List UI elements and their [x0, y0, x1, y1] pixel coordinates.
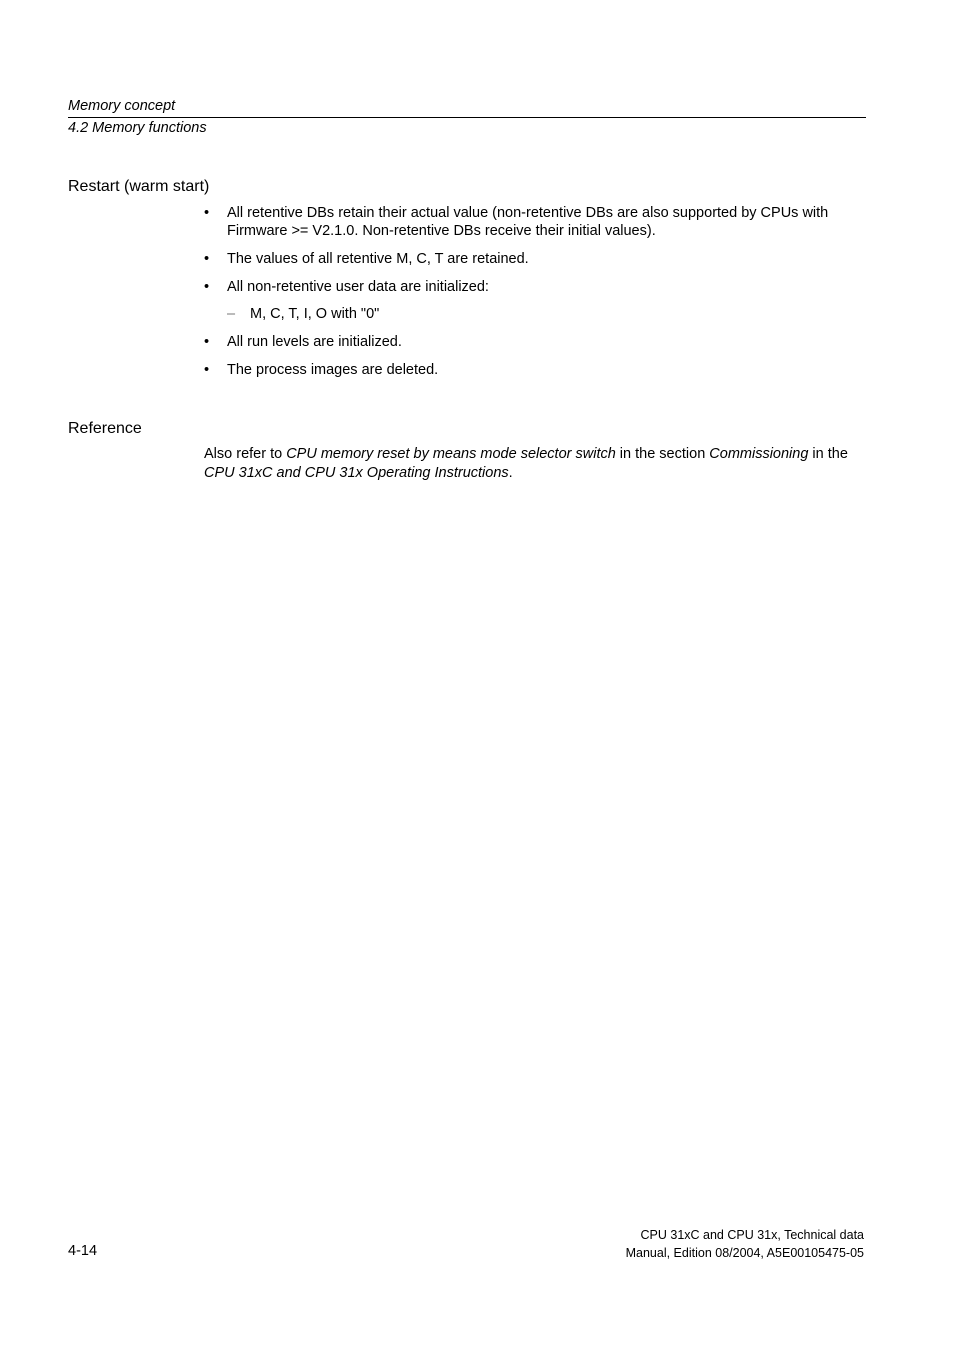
list-item: [204, 361, 866, 379]
reference-text: .: [508, 465, 513, 481]
page-number: 4-14: [68, 1243, 98, 1259]
list-item: [204, 278, 866, 296]
list-item: [204, 333, 866, 351]
reference-text: in the: [808, 446, 848, 462]
reference-link-text: CPU memory reset by means mode selector switch: [286, 446, 616, 462]
reference-section-name: Commissioning: [709, 446, 809, 462]
reference-paragraph: [204, 445, 866, 483]
reference-heading: Reference: [68, 420, 142, 437]
list-item-text: All retentive DBs retain their actual value (non-retentive DBs are also supported by CPUs with Firmware >= V2.1.0. Non-retentive DBs receive their initial values).: [227, 205, 829, 239]
sub-list-item: [227, 305, 866, 323]
bullet-icon: •: [204, 279, 210, 295]
running-header: [68, 95, 866, 136]
reference-text: Also refer to: [204, 446, 287, 462]
list-item-text: The values of all retentive M, C, T are retained.: [227, 251, 529, 267]
bullet-icon: •: [204, 251, 210, 267]
restart-heading: Restart (warm start): [68, 178, 210, 195]
list-item-text: All non-retentive user data are initialized:: [227, 279, 489, 295]
list-item-text: All run levels are initialized.: [227, 334, 402, 350]
footer-manual-edition: Manual, Edition 08/2004, A5E00105475-05: [625, 1246, 864, 1260]
header-chapter: Memory concept: [68, 98, 176, 114]
list-item: [204, 250, 866, 268]
reference-manual-name: CPU 31xC and CPU 31x Operating Instructions: [204, 465, 509, 481]
footer-manual-title: CPU 31xC and CPU 31x, Technical data: [640, 1228, 864, 1242]
bullet-icon: •: [204, 362, 210, 378]
list-item: [204, 204, 866, 240]
bullet-icon: •: [204, 334, 210, 350]
reference-text: in the section: [615, 446, 710, 462]
header-section: 4.2 Memory functions: [68, 120, 207, 136]
sub-list-item-text: M, C, T, I, O with "0": [250, 306, 380, 322]
footer-manual-info: [626, 1226, 864, 1262]
list-item-text: The process images are deleted.: [227, 362, 439, 378]
bullet-icon: •: [204, 205, 210, 221]
dash-icon: –: [227, 306, 236, 322]
